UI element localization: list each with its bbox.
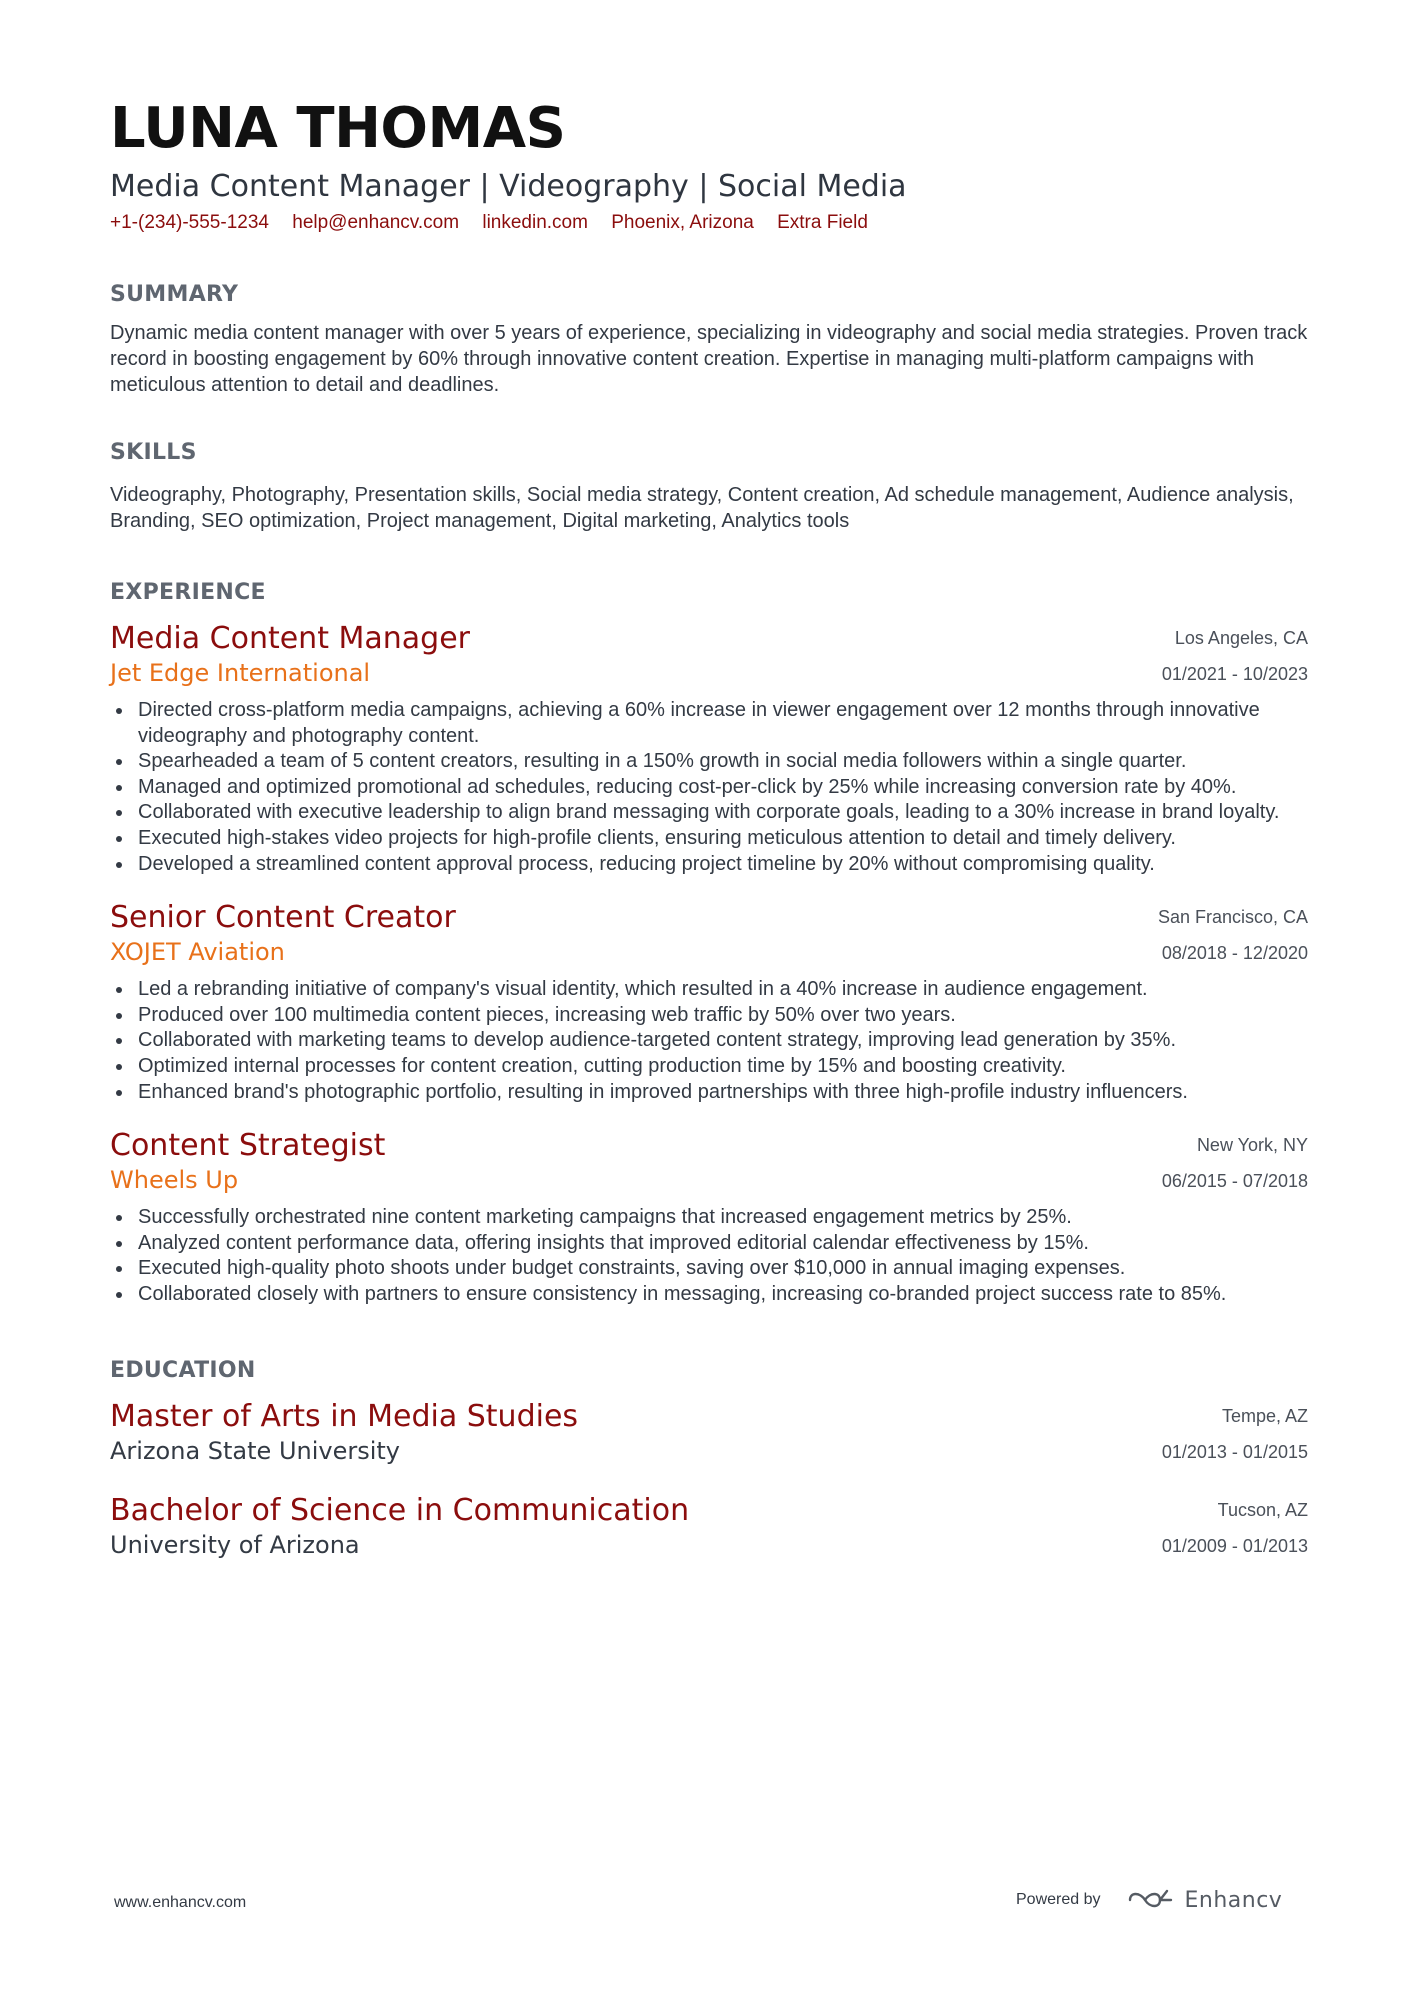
job-dates: 08/2018 - 12/2020 [1161,943,1308,964]
education-dates: 01/2013 - 01/2015 [1161,1441,1308,1462]
job-dates: 01/2021 - 10/2023 [1161,664,1308,684]
footer-branding [1016,1880,1282,1920]
job-title: Content Strategist [110,1128,386,1164]
education-dates: 01/2009 - 01/2013 [1161,1535,1308,1556]
experience-entry [110,899,1308,1105]
summary-section-title: SUMMARY [110,282,239,307]
school-name: Arizona State University [110,1436,401,1465]
contact-phone[interactable]: +1-(234)-555-1234 [110,212,269,233]
achievement-item: Successfully orchestrated nine content marketing campaigns that increased engagement metrics by 25%. [110,1205,1308,1231]
school-location: Tempe, AZ [1221,1405,1308,1426]
job-location: New York, NY [1196,1135,1308,1156]
achievement-item: Led a rebranding initiative of company's visual identity, which resulted in a 40% increase in audience engagement. [110,977,1308,1003]
achievement-item: Enhanced brand's photographic portfolio, resulting in improved partnerships with three high-profile industry influencers. [110,1080,1308,1106]
achievement-item: Directed cross-platform media campaigns, achieving a 60% increase in viewer engagement over 12 months through innovative videography and photography content. [110,698,1308,749]
company-name: XOJET Aviation [110,938,285,967]
achievement-item: Managed and optimized promotional ad schedules, reducing cost-per-click by 25% while increasing conversion rate by 40%. [110,775,1308,801]
footer-website[interactable]: www.enhancv.com [114,1894,247,1911]
school-location: Tucson, AZ [1217,1499,1308,1520]
job-location: San Francisco, CA [1157,907,1308,928]
education-entry [110,1492,1308,1564]
experience-entry [110,1127,1308,1307]
company-name: Wheels Up [110,1166,239,1195]
achievement-list [110,1205,1308,1307]
achievement-item: Developed a streamlined content approval process, reducing project timeline by 20% without compromising quality. [110,852,1308,878]
contact-email[interactable]: help@enhancv.com [292,212,460,233]
degree-title: Master of Arts in Media Studies [110,1398,579,1434]
achievement-item: Executed high-quality photo shoots under budget constraints, saving over $10,000 in annual imaging expenses. [110,1256,1308,1282]
resume-page [110,90,1308,1564]
education-section-title: EDUCATION [110,1357,256,1383]
skills-text: Videography, Photography, Presentation skills, Social media strategy, Content creation, Ad schedule management, Audience analysis, Branding, SEO optimization, Project management, Digital marketing, Analytics tools [110,484,1294,532]
headline: Media Content Manager | Videography | Social Media [110,169,907,204]
brand-name: Enhancv [1184,1887,1283,1913]
achievement-item: Optimized internal processes for content creation, cutting production time by 15% and boosting creativity. [110,1054,1308,1080]
contact-linkedin[interactable]: linkedin.com [482,212,588,233]
company-name: Jet Edge International [110,659,371,687]
experience-entry [110,620,1308,877]
contact-line [110,210,1308,236]
achievement-item: Collaborated with marketing teams to develop audience-targeted content strategy, improving lead generation by 35%. [110,1028,1308,1054]
education-entry [110,1398,1308,1470]
achievement-item: Spearheaded a team of 5 content creators, resulting in a 150% growth in social media followers within a single quarter. [110,749,1308,775]
job-location: Los Angeles, CA [1174,628,1308,648]
achievement-item: Executed high-stakes video projects for high-profile clients, ensuring meticulous attention to detail and timely delivery. [110,826,1308,852]
contact-location: Phoenix, Arizona [611,212,754,233]
skills-section-title: SKILLS [110,440,197,465]
achievement-item: Produced over 100 multimedia content pieces, increasing web traffic by 50% over two years. [110,1003,1308,1029]
candidate-name: LUNA THOMAS [110,96,566,161]
powered-by-label: Powered by [1016,1891,1101,1908]
achievement-item: Collaborated closely with partners to ensure consistency in messaging, increasing co-branded project success rate to 85%. [110,1282,1308,1308]
achievement-item: Collaborated with executive leadership to align brand messaging with corporate goals, leading to a 30% increase in brand loyalty. [110,800,1308,826]
enhancv-logo-icon [1127,1887,1175,1913]
job-title: Senior Content Creator [110,900,456,936]
experience-section-title: EXPERIENCE [110,580,266,605]
job-title: Media Content Manager [110,621,470,656]
summary-text: Dynamic media content manager with over 5 years of experience, specializing in videography and social media strategies. Proven track record in boosting engagement by 60% through innovative content creation. Expertise in managing multi-platform campaigns with meticulous attention to detail and deadlines. [110,322,1308,396]
degree-title: Bachelor of Science in Communication [110,1492,690,1528]
job-dates: 06/2015 - 07/2018 [1161,1171,1308,1192]
achievement-item: Analyzed content performance data, offering insights that improved editorial calendar effectiveness by 15%. [110,1231,1308,1257]
achievement-list [110,698,1308,877]
school-name: University of Arizona [110,1530,360,1559]
achievement-list [110,977,1308,1105]
contact-extra-field: Extra Field [777,212,868,233]
